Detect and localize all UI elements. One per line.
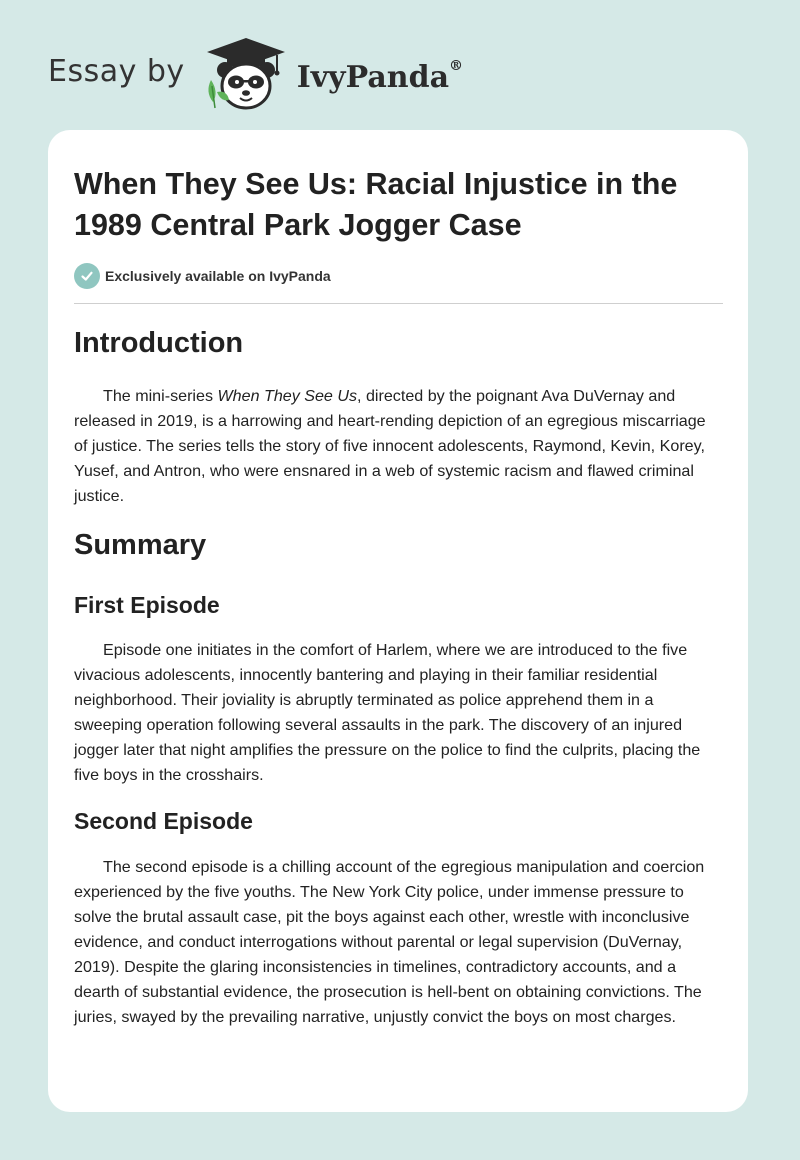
ivypanda-logo[interactable] — [203, 36, 463, 112]
checkmark-icon — [74, 263, 100, 289]
divider — [74, 303, 723, 304]
exclusive-label: Exclusively available on IvyPanda — [105, 268, 331, 284]
paragraph-introduction: The mini-series When They See Us, directed by the poignant Ava DuVernay and released in 2019, is a harrowing and heart-rending depiction of an egregious miscarriage of justice. The series tells the story of five innocent adolescents, Raymond, Kevin, Korey, Yusef, and Antron, who were ensnared in a web of systemic racism and flawed criminal justice. — [74, 387, 706, 505]
essay-card — [48, 130, 748, 1112]
paragraph-first-episode: Episode one initiates in the comfort of Harlem, where we are introduced to the five vivacious adolescents, innocently bantering and playing in their familiar residential neighborhood. Their joviality is abruptly terminated as police apprehend them in a sweeping operation following several assaults in the park. The discovery of an injured jogger later that night amplifies the pressure on the police to find the culprits, placing the five boys in the crosshairs. — [74, 641, 701, 784]
heading-summary: Summary — [74, 529, 207, 561]
page-title: When They See Us: Racial Injustice in the 1989 Central Park Jogger Case — [74, 167, 678, 242]
essay-by-label: Essay by — [48, 53, 185, 89]
registered-mark: ® — [449, 57, 464, 74]
heading-first-episode: First Episode — [74, 592, 220, 618]
panda-graduate-icon — [203, 36, 289, 112]
heading-introduction: Introduction — [74, 327, 244, 359]
paragraph-second-episode: The second episode is a chilling account of the egregious manipulation and coercion experienced by the five youths. The New York City police, under immense pressure to solve the brutal assault case, pit the boys against each other, wrestle with inconclusive evidence, and conduct interrogations without parental or legal supervision (DuVernay, 2019). Despite the glaring inconsistencies in timelines, contradictory accounts, and a dearth of substantial evidence, the prosecution is hell-bent on obtaining convictions. The juries, swayed by the prevailing narrative, unjustly convict the boys on most charges. — [74, 858, 705, 1026]
heading-second-episode: Second Episode — [74, 808, 253, 834]
series-title: When They See Us — [217, 387, 358, 405]
exclusive-badge — [74, 263, 331, 289]
site-header — [48, 34, 463, 114]
brand-name: IvyPanda® — [296, 57, 464, 95]
